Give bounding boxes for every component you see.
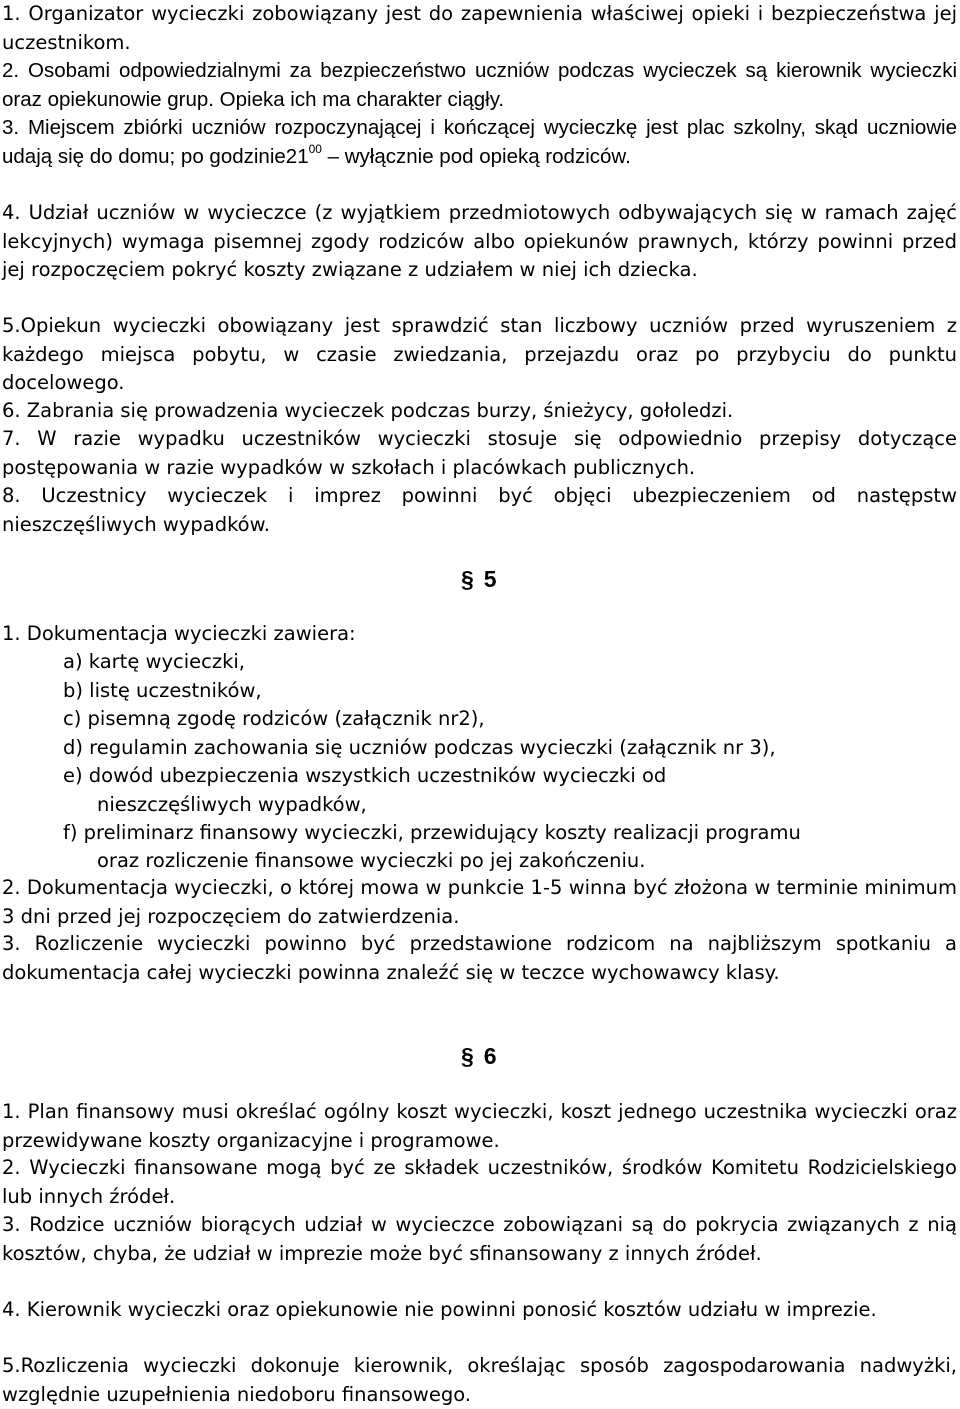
- list-item-f-continuation: oraz rozliczenie finansowe wycieczki po jej zakończeniu.: [97, 849, 646, 872]
- paragraph-4-5: 5.Opiekun wycieczki obowiązany jest sprawdzić stan liczbowy uczniów przed wyruszeniem z każdego miejsca pobytu, w czasie zwiedzania, przejazdu oraz po przybyciu do punktu docelowego.: [2, 314, 957, 394]
- paragraph-5-2: 2. Dokumentacja wycieczki, o której mowa w punkcie 1-5 winna być złożona w terminie minimum 3 dni przed jej rozpoczęciem do zatwierdzenia.: [2, 876, 957, 928]
- list-item-e-continuation: nieszczęśliwych wypadków,: [97, 793, 367, 816]
- list-item-c: c) pisemną zgodę rodziców (załącznik nr2),: [63, 707, 485, 730]
- section-number: 5: [483, 566, 497, 592]
- paragraph-6-1: 1. Plan finansowy musi określać ogólny koszt wycieczki, koszt jednego uczestnika wycieczki oraz przewidywane koszty organizacyjne i programowe.: [2, 1100, 957, 1152]
- paragraph-5-3: 3. Rozliczenie wycieczki powinno być przedstawione rodzicom na najbliższym spotkaniu a dokumentacja całej wycieczki powinna znaleźć się w teczce wychowawcy klasy.: [2, 932, 957, 984]
- paragraph-5-1: 1. Dokumentacja wycieczki zawiera:: [2, 622, 356, 645]
- section-5-heading: [461, 564, 497, 594]
- section-6-heading: [461, 1041, 497, 1071]
- paragraph-4-4: 4. Udział uczniów w wycieczce (z wyjątkiem przedmiotowych odbywających się w ramach zajęć lekcyjnych) wymaga pisemnej zgody rodziców albo opiekunów prawnych, którzy powinni przed jej rozpoczęciem pokryć koszty związane z udziałem w niej ich dziecka.: [2, 201, 957, 281]
- paragraph-6-4: 4. Kierownik wycieczki oraz opiekunowie nie powinni ponosić kosztów udziału w imprezie.: [2, 1298, 877, 1321]
- paragraph-4-3-text-start: 3. Miejscem zbiórki uczniów rozpoczynającej i kończącej wycieczkę jest plac szkolny, skąd uczniowie udają się do domu; po godzinie21: [2, 116, 957, 168]
- list-item-a: a) kartę wycieczki,: [63, 650, 246, 673]
- paragraph-4-6: 6. Zabrania się prowadzenia wycieczek podczas burzy, śnieżycy, gołoledzi.: [2, 399, 734, 422]
- paragraph-6-2: 2. Wycieczki finansowane mogą być ze składek uczestników, środków Komitetu Rodzicielskiego lub innych źródeł.: [2, 1156, 957, 1208]
- list-item-b: b) listę uczestników,: [63, 679, 262, 702]
- paragraph-sign-icon: §: [461, 1043, 474, 1069]
- paragraph-4-3-text-end: – wyłącznie pod opieką rodziców.: [321, 144, 631, 168]
- paragraph-4-8: 8. Uczestnicy wycieczek i imprez powinni być objęci ubezpieczeniem od następstw nieszczęśliwych wypadków.: [2, 484, 957, 536]
- paragraph-4-2: 2. Osobami odpowiedzialnymi za bezpieczeństwo uczniów podczas wycieczek są kierownik wycieczki oraz opiekunowie grup. Opieka ich ma charakter ciągły.: [2, 59, 957, 111]
- paragraph-4-1: 1. Organizator wycieczki zobowiązany jest do zapewnienia właściwej opieki i bezpieczeństwa jej uczestnikom.: [2, 2, 957, 54]
- list-item-d: d) regulamin zachowania się uczniów podczas wycieczki (załącznik nr 3),: [63, 736, 776, 759]
- paragraph-4-3: [2, 114, 957, 171]
- hour-superscript: 00: [308, 141, 322, 156]
- paragraph-sign-icon: §: [461, 566, 474, 592]
- paragraph-4-7: 7. W razie wypadku uczestników wycieczki stosuje się odpowiednio przepisy dotyczące postępowania w razie wypadków w szkołach i placówkach publicznych.: [2, 427, 957, 479]
- paragraph-6-3: 3. Rodzice uczniów biorących udział w wycieczce zobowiązani są do pokrycia związanych z nią kosztów, chyba, że udział w imprezie może być sfinansowany z innych źródeł.: [2, 1213, 957, 1265]
- paragraph-6-5: 5.Rozliczenia wycieczki dokonuje kierownik, określając sposób zagospodarowania nadwyżki, względnie uzupełnienia niedoboru finansowego.: [2, 1354, 957, 1406]
- list-item-e: e) dowód ubezpieczenia wszystkich uczestników wycieczki od: [63, 764, 667, 787]
- list-item-f: f) preliminarz finansowy wycieczki, przewidujący koszty realizacji programu: [63, 821, 801, 844]
- section-number: 6: [483, 1043, 497, 1069]
